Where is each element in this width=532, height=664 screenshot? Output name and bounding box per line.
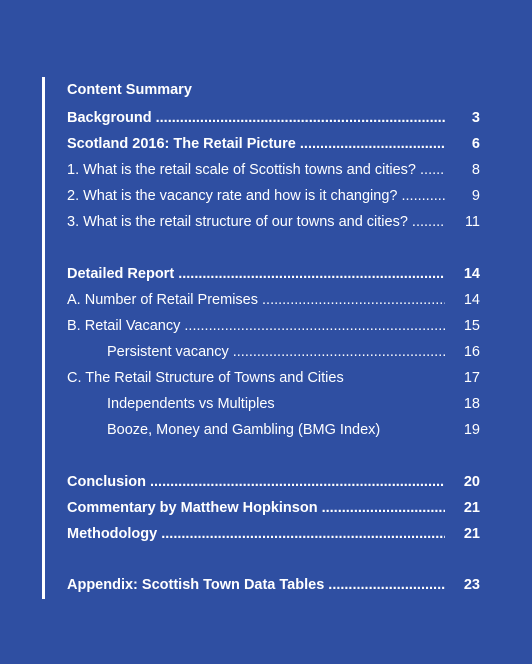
toc-entry-page: 9 xyxy=(471,188,480,204)
toc-entry-page: 14 xyxy=(463,266,480,282)
toc-entry-page: 21 xyxy=(463,500,480,516)
toc-entry-page: 17 xyxy=(463,370,480,386)
toc-entry[interactable] xyxy=(67,316,480,336)
toc-entry[interactable] xyxy=(67,472,480,492)
toc-leader-dots xyxy=(157,526,445,542)
toc-entry-page: 3 xyxy=(471,110,480,126)
toc-entry[interactable] xyxy=(67,134,480,154)
toc-leader-dots xyxy=(146,474,445,490)
toc-entry-page: 8 xyxy=(471,162,480,178)
toc-leader-dots xyxy=(324,577,445,593)
toc-entry[interactable] xyxy=(67,394,480,414)
toc-entry-page: 19 xyxy=(463,422,480,438)
toc-entry-title: Background xyxy=(67,110,152,126)
toc-entry[interactable] xyxy=(67,264,480,284)
toc-leader-dots xyxy=(397,188,445,204)
toc-entry-title: Detailed Report xyxy=(67,266,175,282)
toc-entry-title: Methodology xyxy=(67,526,158,542)
toc-entry-page: 23 xyxy=(463,577,480,593)
toc-entry[interactable] xyxy=(67,575,480,595)
toc-entry-title: Booze, Money and Gambling (BMG Index) xyxy=(107,422,381,438)
toc-entry[interactable] xyxy=(67,290,480,310)
toc-entry-page: 11 xyxy=(464,214,480,230)
toc-leader-dots xyxy=(408,214,445,230)
toc-entry-page: 6 xyxy=(471,136,480,152)
toc-entry-title: A. Number of Retail Premises xyxy=(67,292,258,308)
toc-entry-title: C. The Retail Structure of Towns and Cities xyxy=(67,370,344,386)
toc-entry[interactable] xyxy=(67,212,480,232)
toc-entry[interactable] xyxy=(67,160,480,180)
toc-entry-title: 3. What is the retail structure of our towns and cities? xyxy=(67,214,408,230)
toc-entry-page: 18 xyxy=(463,396,480,412)
toc-leader-dots xyxy=(318,500,445,516)
toc-entry[interactable] xyxy=(67,524,480,544)
toc-entry-page: 20 xyxy=(463,474,480,490)
toc-heading: Content Summary xyxy=(67,82,192,98)
toc-entry[interactable] xyxy=(67,342,480,362)
toc-entry-title: Conclusion xyxy=(67,474,146,490)
vertical-rule xyxy=(42,77,45,599)
toc-leader-dots xyxy=(174,266,445,282)
toc-entry[interactable] xyxy=(67,368,480,388)
toc-leader-dots xyxy=(416,162,445,178)
toc-leader-dots xyxy=(180,318,445,334)
toc-leader-dots xyxy=(229,344,445,360)
toc-entry[interactable] xyxy=(67,108,480,128)
toc-entry-title: Persistent vacancy xyxy=(107,344,229,360)
toc-entry-title: 1. What is the retail scale of Scottish towns and cities? xyxy=(67,162,416,178)
toc-leader-dots xyxy=(258,292,445,308)
toc-entry-title: Scotland 2016: The Retail Picture xyxy=(67,136,296,152)
toc-entry-page: 16 xyxy=(463,344,480,360)
toc-entry[interactable] xyxy=(67,186,480,206)
toc-entry-title: Appendix: Scottish Town Data Tables xyxy=(67,577,325,593)
toc-leader-dots xyxy=(296,136,445,152)
toc-entry-page: 21 xyxy=(463,526,480,542)
toc-entry[interactable] xyxy=(67,498,480,518)
toc-entry-title: Independents vs Multiples xyxy=(107,396,275,412)
toc-leader-dots xyxy=(152,110,445,126)
toc-entry[interactable] xyxy=(67,420,480,440)
toc-entry-title: Commentary by Matthew Hopkinson xyxy=(67,500,318,516)
toc-entry-page: 14 xyxy=(463,292,480,308)
toc-entry-title: 2. What is the vacancy rate and how is it changing? xyxy=(67,188,398,204)
toc-entry-page: 15 xyxy=(463,318,480,334)
toc-entry-title: B. Retail Vacancy xyxy=(67,318,181,334)
